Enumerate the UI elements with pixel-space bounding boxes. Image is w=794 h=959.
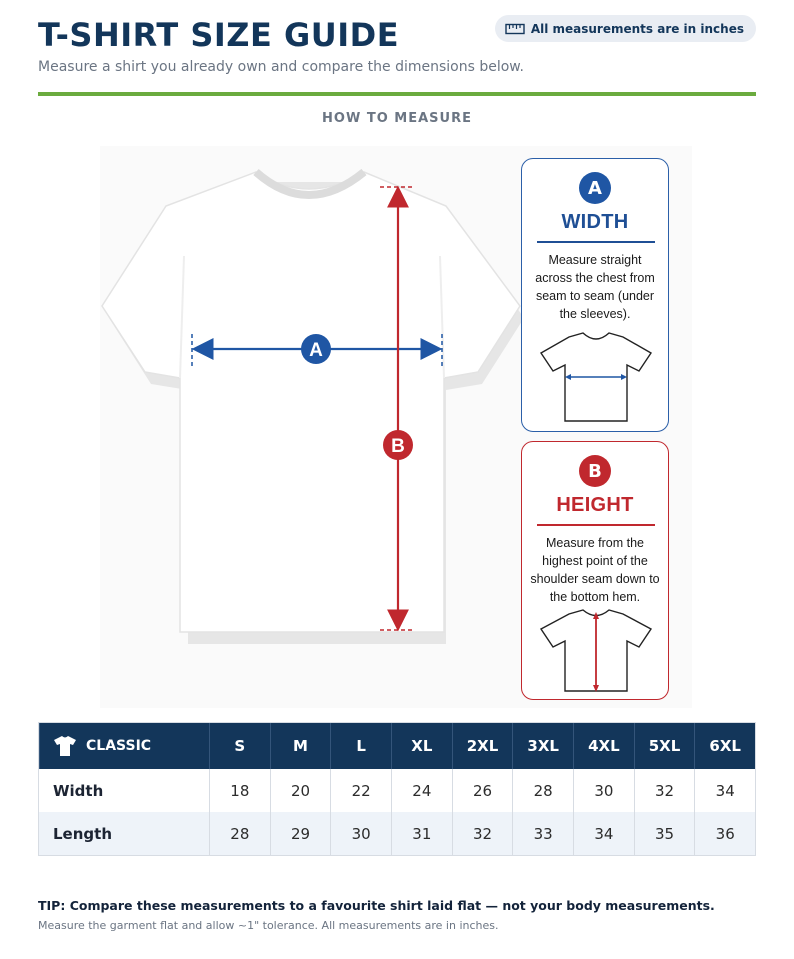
table-cell: 30 bbox=[330, 812, 391, 855]
marker-a-label: A bbox=[309, 340, 323, 361]
height-card-description: Measure from the highest point of the shoulder seam down to the bottom hem. bbox=[530, 536, 660, 604]
height-card-divider bbox=[537, 524, 655, 526]
table-cell: 32 bbox=[634, 769, 695, 812]
size-header: 3XL bbox=[512, 723, 573, 769]
size-header: 2XL bbox=[452, 723, 513, 769]
table-cell: 29 bbox=[270, 812, 331, 855]
table-cell: 24 bbox=[391, 769, 452, 812]
size-header: M bbox=[270, 723, 331, 769]
size-table-header bbox=[39, 723, 755, 769]
width-card-title: WIDTH bbox=[561, 211, 629, 233]
marker-a bbox=[301, 334, 331, 364]
table-row-width bbox=[39, 769, 755, 812]
tshirt-icon bbox=[54, 735, 76, 757]
table-cell: 35 bbox=[634, 812, 695, 855]
size-header: S bbox=[209, 723, 270, 769]
height-card-badge: B bbox=[579, 455, 611, 487]
table-cell: 26 bbox=[452, 769, 513, 812]
page-subtitle: Measure a shirt you already own and compare the dimensions below. bbox=[38, 59, 524, 75]
table-cell: 32 bbox=[452, 812, 513, 855]
table-cell: 20 bbox=[270, 769, 331, 812]
size-header: XL bbox=[391, 723, 452, 769]
size-table bbox=[38, 722, 756, 856]
tip-text: TIP: Compare these measurements to a favourite shirt laid flat — not your body measurements. bbox=[38, 898, 715, 913]
table-row-length bbox=[39, 812, 755, 855]
width-card-description: Measure straight across the chest from seam to seam (under the sleeves). bbox=[535, 253, 655, 321]
table-cell: 34 bbox=[694, 769, 755, 812]
width-card bbox=[521, 158, 669, 432]
fit-label: CLASSIC bbox=[86, 738, 152, 754]
table-cell: 28 bbox=[512, 769, 573, 812]
height-card bbox=[521, 441, 669, 700]
fit-label-cell bbox=[39, 723, 209, 769]
header-divider bbox=[38, 92, 756, 96]
section-label: HOW TO MEASURE bbox=[322, 111, 472, 126]
size-header: 6XL bbox=[694, 723, 755, 769]
table-cell: 34 bbox=[573, 812, 634, 855]
units-badge bbox=[495, 15, 756, 42]
width-card-badge: A bbox=[579, 172, 611, 204]
table-cell: 33 bbox=[512, 812, 573, 855]
table-cell: 36 bbox=[694, 812, 755, 855]
units-badge-label: All measurements are in inches bbox=[530, 21, 744, 36]
marker-b bbox=[383, 430, 413, 460]
size-header: 4XL bbox=[573, 723, 634, 769]
size-header: L bbox=[330, 723, 391, 769]
marker-b-label: B bbox=[391, 436, 405, 457]
footnote: Measure the garment flat and allow ~1" tolerance. All measurements are in inches. bbox=[38, 919, 499, 932]
size-header: 5XL bbox=[634, 723, 695, 769]
table-cell: 30 bbox=[573, 769, 634, 812]
table-cell: 31 bbox=[391, 812, 452, 855]
table-cell: 22 bbox=[330, 769, 391, 812]
page-title: T-SHIRT SIZE GUIDE bbox=[38, 16, 400, 54]
tshirt-shape bbox=[102, 172, 520, 632]
table-cell: 18 bbox=[209, 769, 270, 812]
table-cell: 28 bbox=[209, 812, 270, 855]
row-label: Width bbox=[53, 781, 104, 800]
height-card-title: HEIGHT bbox=[556, 494, 634, 516]
row-label: Length bbox=[53, 824, 112, 843]
width-card-divider bbox=[537, 241, 655, 243]
tshirt-height-icon bbox=[539, 609, 653, 695]
ruler-icon bbox=[505, 23, 525, 35]
tshirt-width-icon bbox=[539, 331, 653, 425]
